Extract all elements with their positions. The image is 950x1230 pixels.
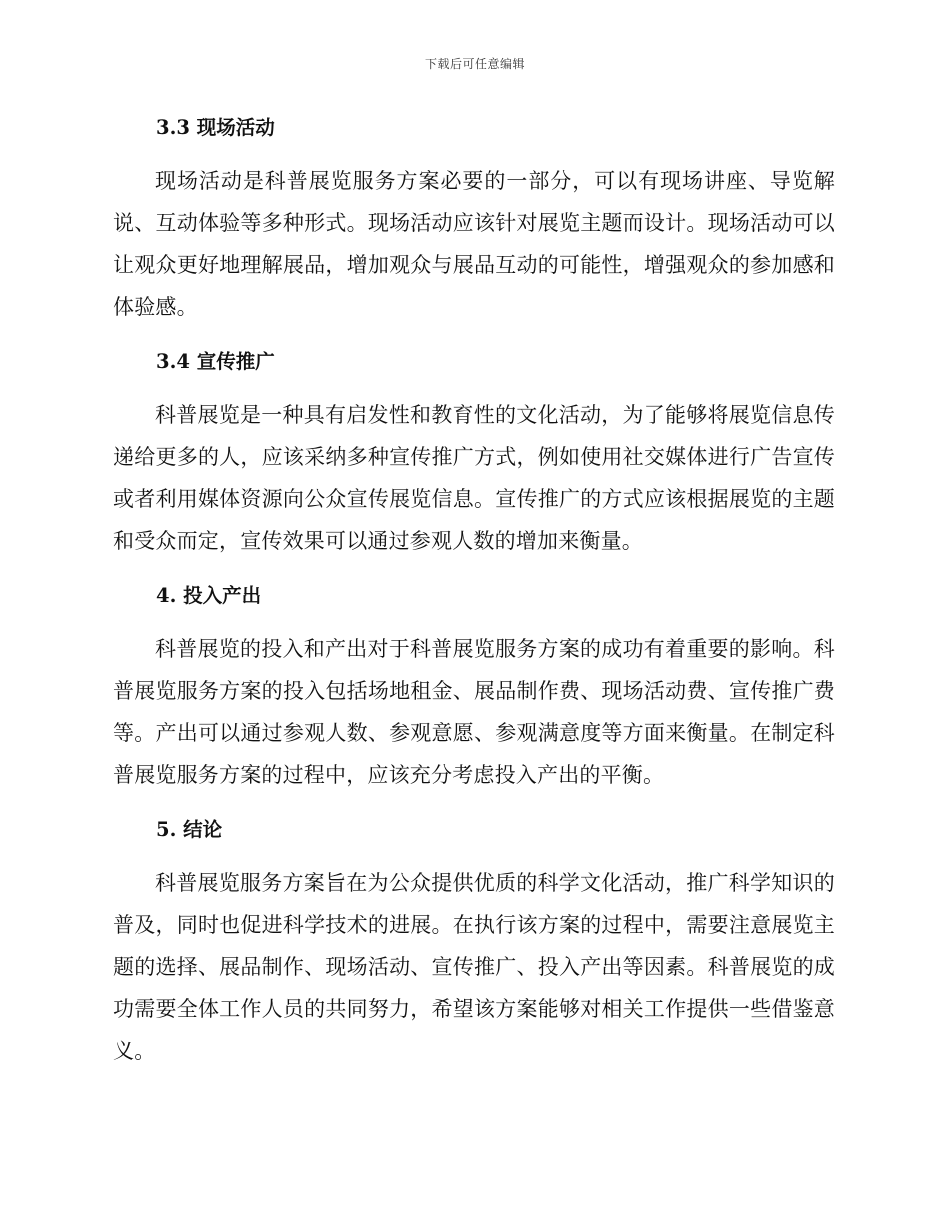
section-paragraph-3-4: 科普展览是一种具有启发性和教育性的文化活动，为了能够将展览信息传递给更多的人，应该采纳多种宣传推广方式，例如使用社交媒体进行广告宣传或者利用媒体资源向公众宣传展览信息。宣传推广的方式应该根据展览的主题和受众而定，宣传效果可以通过参观人数的增加来衡量。 (113, 403, 835, 553)
section-paragraph-3-3: 现场活动是科普展览服务方案必要的一部分，可以有现场讲座、导览解说、互动体验等多种形式。现场活动应该针对展览主题而设计。现场活动可以让观众更好地理解展品，增加观众与展品互动的可能性，增强观众的参加感和体验感。 (113, 169, 835, 319)
section-heading-3-3: 3.3 现场活动 (156, 116, 275, 139)
document-body (113, 108, 835, 1086)
section-paragraph-5: 科普展览服务方案旨在为公众提供优质的科学文化活动，推广科学知识的普及，同时也促进科学技术的进展。在执行该方案的过程中，需要注意展览主题的选择、展品制作、现场活动、宣传推广、投入产出等因素。科普展览的成功需要全体工作人员的共同努力，希望该方案能够对相关工作提供一些借鉴意义。 (113, 871, 835, 1063)
header-note: 下载后可任意编辑 (424, 57, 525, 71)
section-heading-3-4: 3.4 宣传推广 (156, 350, 275, 373)
section-paragraph-4: 科普展览的投入和产出对于科普展览服务方案的成功有着重要的影响。科普展览服务方案的投入包括场地租金、展品制作费、现场活动费、宣传推广费等。产出可以通过参观人数、参观意愿、参观满意度等方面来衡量。在制定科普展览服务方案的过程中，应该充分考虑投入产出的平衡。 (113, 637, 835, 787)
section-heading-4: 4. 投入产出 (156, 584, 262, 607)
section-heading-5: 5. 结论 (156, 818, 223, 841)
